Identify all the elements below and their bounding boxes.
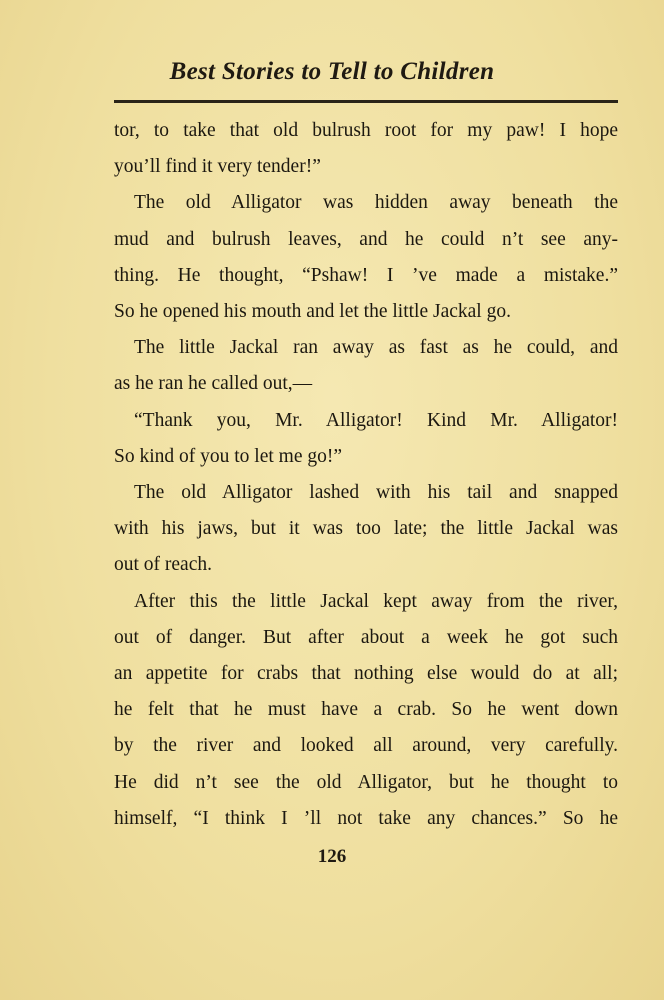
header-rule — [114, 100, 618, 103]
paragraph-first-line: The old Alligator lashed with his tail and snapped — [134, 482, 618, 504]
body-text — [114, 113, 618, 837]
text-line: you’ll find it very tender!” — [114, 156, 321, 178]
paragraph-first-line: “Thank you, Mr. Alligator! Kind Mr. Alligator! — [134, 409, 618, 431]
text-line: tor, to take that old bulrush root for my paw! I hope — [114, 120, 618, 141]
text-line: So he opened his mouth and let the little Jackal go. — [114, 301, 511, 323]
text-line: by the river and looked all around, very carefully. — [114, 735, 618, 757]
text-line: thing. He thought, “Pshaw! I ’ve made a mistake.” — [114, 264, 618, 286]
page-number: 126 — [317, 846, 347, 867]
text-line: He did n’t see the old Alligator, but he thought to — [114, 771, 618, 793]
text-line: himself, “I think I ’ll not take any chances.” So he — [114, 807, 618, 829]
text-line: So kind of you to let me go!” — [114, 445, 343, 467]
text-line: he felt that he must have a crab. So he went down — [114, 699, 618, 721]
text-line: out of reach. — [114, 554, 212, 576]
text-line: with his jaws, but it was too late; the little Jackal was — [114, 518, 618, 540]
text-line: mud and bulrush leaves, and he could n’t see any- — [114, 228, 618, 250]
running-header-title: Best Stories to Tell to Children — [169, 58, 495, 85]
paragraph-first-line: After this the little Jackal kept away from the river, — [134, 590, 618, 612]
paragraph-first-line: The little Jackal ran away as fast as he could, and — [134, 337, 618, 359]
text-line: out of danger. But after about a week he got such — [114, 626, 618, 648]
text-line: an appetite for crabs that nothing else would do at all; — [114, 663, 618, 685]
text-line: as he ran he called out,— — [114, 373, 313, 395]
paragraph-first-line: The old Alligator was hidden away beneath the — [134, 192, 618, 214]
